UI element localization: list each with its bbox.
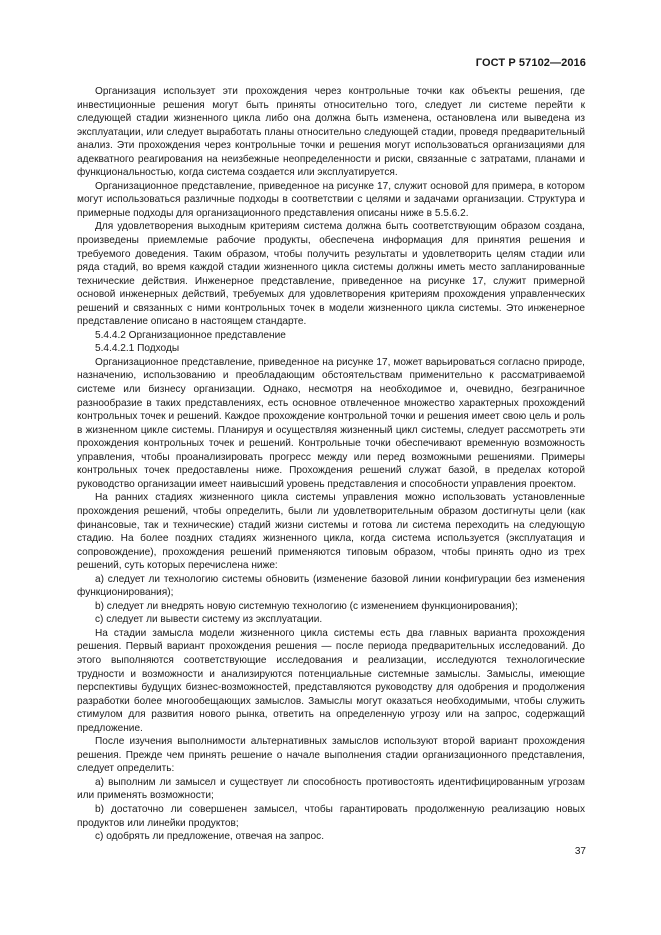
paragraph: Организационное представление, приведенное на рисунке 17, служит основой для примера, в котором могут использоваться различные подходы в соответствии с целями и задачами организации. Структура и примерные подходы для организационного представления описаны ниже в 5.5.6.2. <box>77 180 585 219</box>
paragraph: После изучения выполнимости альтернативных замыслов используют второй вариант прохождения решения. Прежде чем принять решение о начале выполнения стадии организационного представления, следует определить: <box>77 736 585 775</box>
list-item: b) следует ли внедрять новую системную технологию (с изменением функционирования); <box>95 600 518 612</box>
paragraph: На ранних стадиях жизненного цикла системы управления можно использовать установленные прохождения решений, чтобы определить, были ли удовлетворительным образом достигнуты цели (как финансовые, так и технические) стадий жизни системы и готова ли система переходить на следующую стадию. На более поздних стадиях жизненного цикла, когда система используется (эксплуатация и сопровождение), прохождения решений применяются типовым образом, чтобы принять одно из трех решений, суть которых перечислена ниже: <box>77 492 585 572</box>
subsection-heading: 5.4.4.2.1 Подходы <box>95 343 180 355</box>
page-number: 37 <box>574 846 586 857</box>
section-heading: 5.4.4.2 Организационное представление <box>95 329 286 341</box>
list-item: c) одобрять ли предложение, отвечая на запрос. <box>95 831 325 843</box>
list-item: a) следует ли технологию системы обновить (изменение базовой линии конфигурации без изменения функционирования); <box>77 573 585 599</box>
list-item: a) выполним ли замысел и существует ли способность противостоять идентифицированным угрозам или применять возможности; <box>77 776 585 802</box>
paragraph: Организационное представление, приведенное на рисунке 17, может варьироваться согласно природе, назначению, использованию и преобладающим обстоятельствам применительно к рассматриваемой системе или бизнесу организации. Однако, несмотря на необходимое и, очевидно, безграничное разнообразие в таких представлениях, есть основное отвлеченное множество характерных прохождений контрольных точек и решений. Каждое прохождение контрольной точки и решения имеет свою цель и роль в жизненном цикле системы. Планируя и осуществляя жизненный цикл системы, следует рассмотреть эти прохождения контрольных точек и решений. Контрольные точки обеспечивают временную возможность управления, чтобы проанализировать прогресс между или перед возможными решениями. Примеры контрольных точек предоставлены ниже. Прохождения решений служат базой, в пределах которой руководство организации имеет наивысший уровень представления и способности управления проектом. <box>77 356 585 490</box>
paragraph: На стадии замысла модели жизненного цикла системы есть два главных варианта прохождения решения. Первый вариант прохождения решения — после периода предварительных исследований. До этого выполняются соответствующие исследования и реализации, исследуются технологические трудности и возможности и анализируются потенциальные системные замыслы. Замыслы, имеющие перспективы будущих бизнес-возможностей, представляются руководству для одобрения и продолжения разработки более многообещающих замыслов. Замыслы могут оказаться необходимыми, чтобы служить стимулом для развития нового рынка, ответить на определенную угрозу или на запрос, содержащий предложение. <box>77 627 585 734</box>
paragraph: Организация использует эти прохождения через контрольные точки как объекты решения, где инвестиционные решения могут быть приняты относительно того, следует ли системе перейти к следующей стадии жизненного цикла либо она должна быть изменена, остановлена или выведена из эксплуатации, или следует выработать планы относительно следующей стадии, проведя предварительный анализ. Эти прохождения через контрольные точки и решения могут использоваться организациями для адекватного реагирования на неизбежные неопределенности и риски, связанные с затратами, планами и функциональностью, когда система создается или эксплуатируется. <box>77 86 585 179</box>
list-item: b) достаточно ли совершенен замысел, чтобы гарантировать продолженную реализацию новых продуктов или линейки продуктов; <box>77 803 585 829</box>
paragraph: Для удовлетворения выходным критериям система должна быть соответствующим образом создана, произведены приемлемые рабочие продукты, обеспечена информация для принятия решения и требуемого доведения. Таким образом, чтобы получить результаты и удовлетворить целям стадии или ряда стадий, во время каждой стадии жизненного цикла системы должны иметь место запланированные технические действия. Инженерное представление, приведенное на рисунке 17, служит примерной основой инженерных действий, требуемых для удовлетворения критериям прохождения управленческих решений и связанных с ними контрольных точек в модели жизненного цикла системы. Это инженерное представление описано в настоящем стандарте. <box>77 221 585 328</box>
list-item: c) следует ли вывести систему из эксплуатации. <box>95 614 323 626</box>
document-body <box>77 85 585 844</box>
document-header: ГОСТ Р 57102—2016 <box>475 57 586 69</box>
